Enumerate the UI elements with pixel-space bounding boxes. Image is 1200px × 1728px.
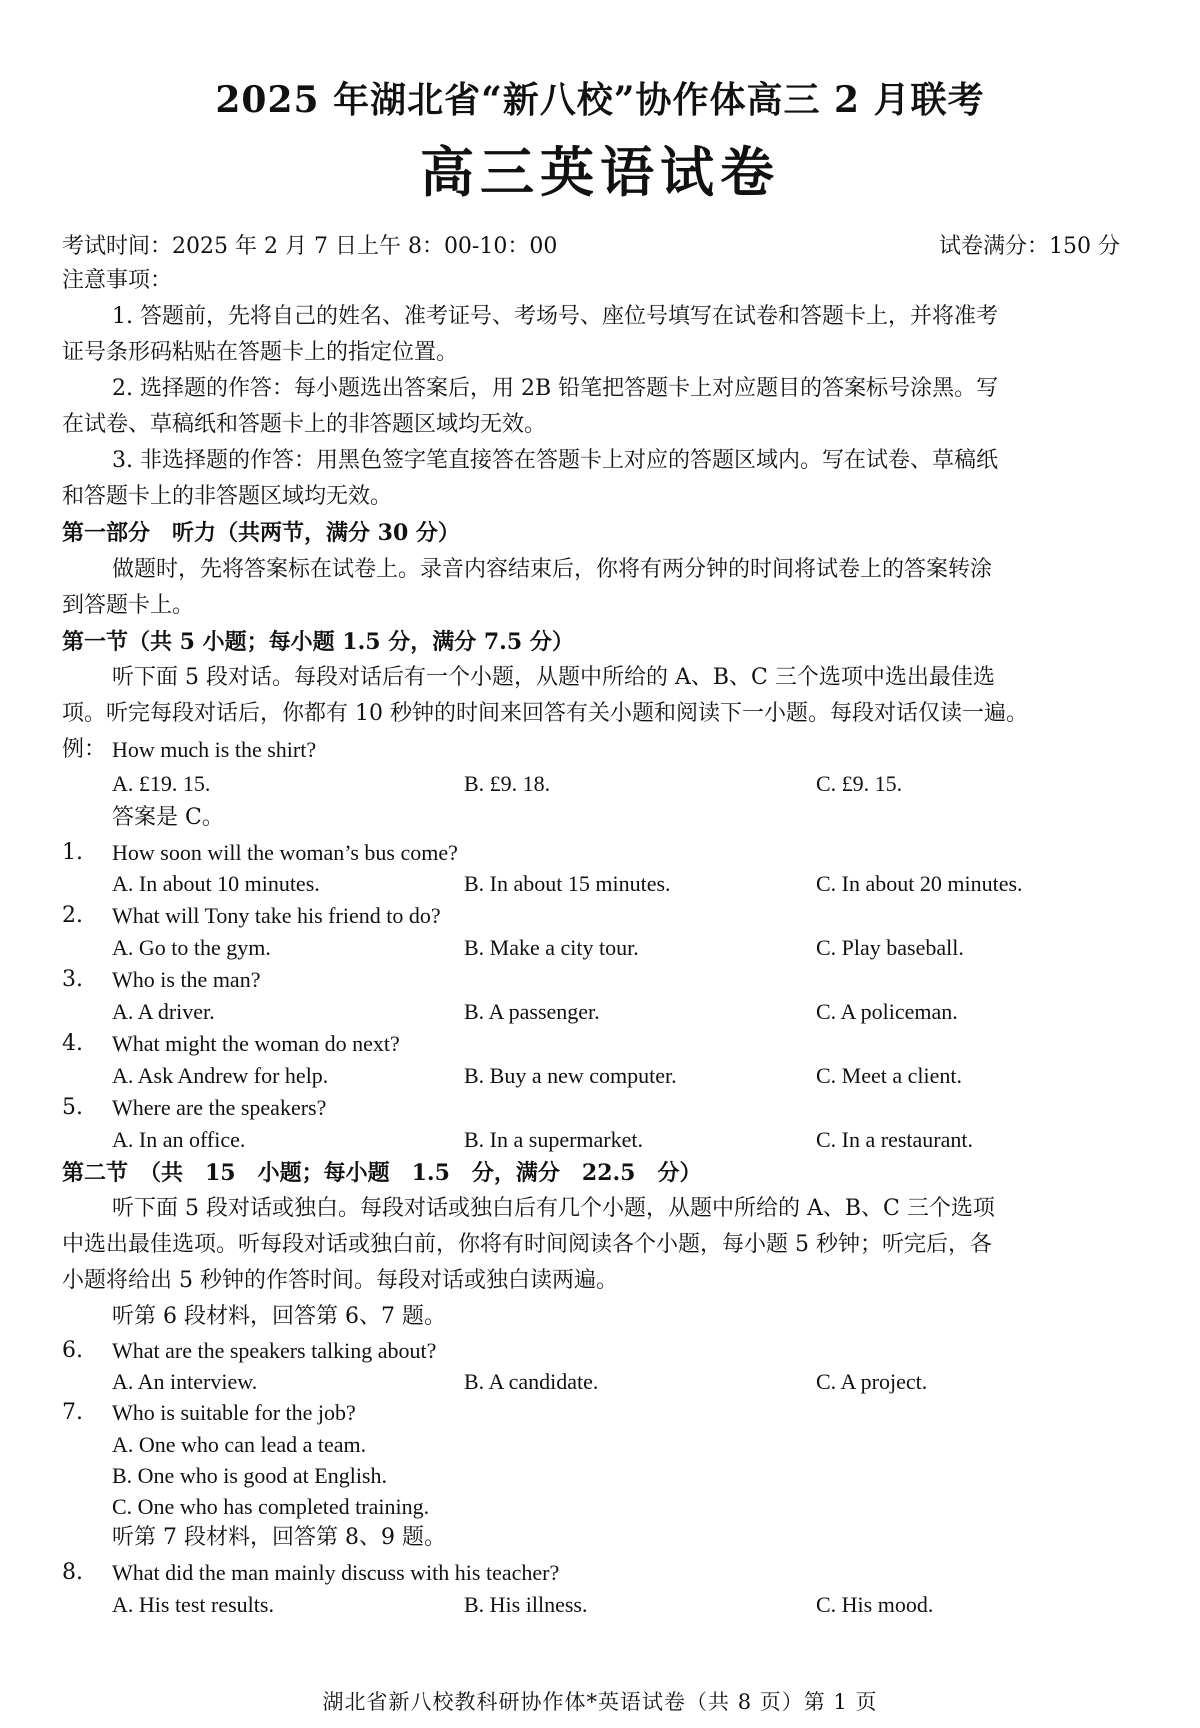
question-text: How soon will the woman’s bus come? (112, 840, 458, 865)
question-option-b: B. His illness. (464, 1592, 588, 1617)
question-option-c: C. Meet a client. (816, 1063, 963, 1088)
question-option-b: B. Make a city tour. (464, 935, 639, 960)
exam-subtitle: 高三英语试卷 (420, 140, 780, 204)
notice-item-1-line-1: 1. 答题前，先将自己的姓名、准考证号、考场号、座位号填写在试卷和答题卡上，并将准考 (112, 304, 998, 329)
question-number: 4. (62, 1031, 83, 1056)
question-option-b: B. In a supermarket. (464, 1127, 643, 1152)
question-option-a: A. One who can lead a team. (112, 1432, 367, 1457)
question-option-a: A. Ask Andrew for help. (112, 1063, 329, 1088)
exam-title: 2025 年湖北省“新八校”协作体高三 2 月联考 (215, 79, 985, 121)
question-text: Who is suitable for the job? (112, 1400, 356, 1425)
notice-item-3-line-1: 3. 非选择题的作答：用黑色签字笔直接答在答题卡上对应的答题区域内。写在试卷、草稿纸 (112, 448, 998, 473)
question-number: 7. (62, 1400, 83, 1425)
section1-intro-line-1: 听下面 5 段对话。每段对话后有一个小题，从题中所给的 A、B、C 三个选项中选出最佳选 (112, 665, 995, 690)
notice-item-3-line-2: 和答题卡上的非答题区域均无效。 (62, 484, 393, 509)
question-option-a: A. His test results. (112, 1592, 274, 1617)
full-score: 试卷满分：150 分 (939, 234, 1120, 259)
exam-time: 考试时间：2025 年 2 月 7 日上午 8：00-10：00 (62, 234, 558, 259)
question-option-a: A. In an office. (112, 1127, 246, 1152)
page-footer: 湖北省新八校教科研协作体*英语试卷（共 8 页）第 1 页 (322, 1690, 878, 1714)
section2-intro-line-2: 中选出最佳选项。听每段对话或独白前，你将有时间阅读各个小题，每小题 5 秒钟；听完后，各 (62, 1232, 992, 1257)
question-option-c: C. In a restaurant. (816, 1127, 973, 1152)
question-option-a: A. A driver. (112, 999, 215, 1024)
section1-intro-line-2: 项。听完每段对话后，你都有 10 秒钟的时间来回答有关小题和阅读下一小题。每段对话仅读一遍。 (62, 701, 1028, 726)
part1-heading: 第一部分 听力（共两节，满分 30 分） (62, 520, 460, 546)
question-option-a: A. Go to the gym. (112, 935, 271, 960)
material-7-note: 听第 7 段材料，回答第 8、9 题。 (112, 1525, 446, 1550)
section2-intro-line-1: 听下面 5 段对话或独白。每段对话或独白后有几个小题，从题中所给的 A、B、C 三个选项 (112, 1196, 995, 1221)
question-number: 1. (62, 840, 83, 865)
question-text: What did the man mainly discuss with his teacher? (112, 1560, 560, 1585)
section2-heading: 第二节 （共 15 小题；每小题 1.5 分，满分 22.5 分） (62, 1160, 702, 1186)
notice-item-2-line-1: 2. 选择题的作答：每小题选出答案后，用 2B 铅笔把答题卡上对应题目的答案标号涂黑。写 (112, 376, 999, 401)
question-option-b: B. Buy a new computer. (464, 1063, 677, 1088)
notice-item-1-line-2: 证号条形码粘贴在答题卡上的指定位置。 (62, 340, 459, 365)
question-option-b: B. A candidate. (464, 1369, 599, 1394)
part1-intro-line-2: 到答题卡上。 (62, 593, 195, 618)
question-number: 5. (62, 1095, 83, 1120)
section2-intro-line-3: 小题将给出 5 秒钟的作答时间。每段对话或独白读两遍。 (62, 1268, 618, 1293)
question-option-c: C. A policeman. (816, 999, 958, 1024)
question-number: 8. (62, 1560, 83, 1585)
question-text: What will Tony take his friend to do? (112, 903, 441, 928)
question-number: 2. (62, 903, 83, 928)
question-option-c: C. One who has completed training. (112, 1494, 430, 1519)
part1-intro-line-1: 做题时，先将答案标在试卷上。录音内容结束后，你将有两分钟的时间将试卷上的答案转涂 (112, 557, 993, 582)
example-option-a: A. £19. 15. (112, 771, 211, 796)
question-option-c: C. In about 20 minutes. (816, 871, 1023, 896)
question-option-b: B. A passenger. (464, 999, 600, 1024)
question-number: 6. (62, 1338, 83, 1363)
question-text: What are the speakers talking about? (112, 1338, 437, 1363)
question-option-b: B. One who is good at English. (112, 1463, 387, 1488)
notice-item-2-line-2: 在试卷、草稿纸和答题卡上的非答题区域均无效。 (62, 412, 547, 437)
section1-heading: 第一节（共 5 小题；每小题 1.5 分，满分 7.5 分） (62, 629, 574, 655)
question-option-a: A. An interview. (112, 1369, 258, 1394)
question-text: Who is the man? (112, 967, 261, 992)
question-text: Where are the speakers? (112, 1095, 327, 1120)
example-option-c: C. £9. 15. (816, 771, 903, 796)
question-option-a: A. In about 10 minutes. (112, 871, 320, 896)
question-option-c: C. A project. (816, 1369, 928, 1394)
example-answer: 答案是 C。 (112, 805, 224, 830)
question-option-c: C. Play baseball. (816, 935, 964, 960)
example-question: How much is the shirt? (112, 737, 317, 762)
notice-heading: 注意事项： (62, 268, 173, 293)
question-option-b: B. In about 15 minutes. (464, 871, 671, 896)
question-number: 3. (62, 967, 83, 992)
question-text: What might the woman do next? (112, 1031, 400, 1056)
example-option-b: B. £9. 18. (464, 771, 551, 796)
question-option-c: C. His mood. (816, 1592, 934, 1617)
material-6-note: 听第 6 段材料，回答第 6、7 题。 (112, 1304, 446, 1329)
example-label: 例： (62, 737, 107, 762)
